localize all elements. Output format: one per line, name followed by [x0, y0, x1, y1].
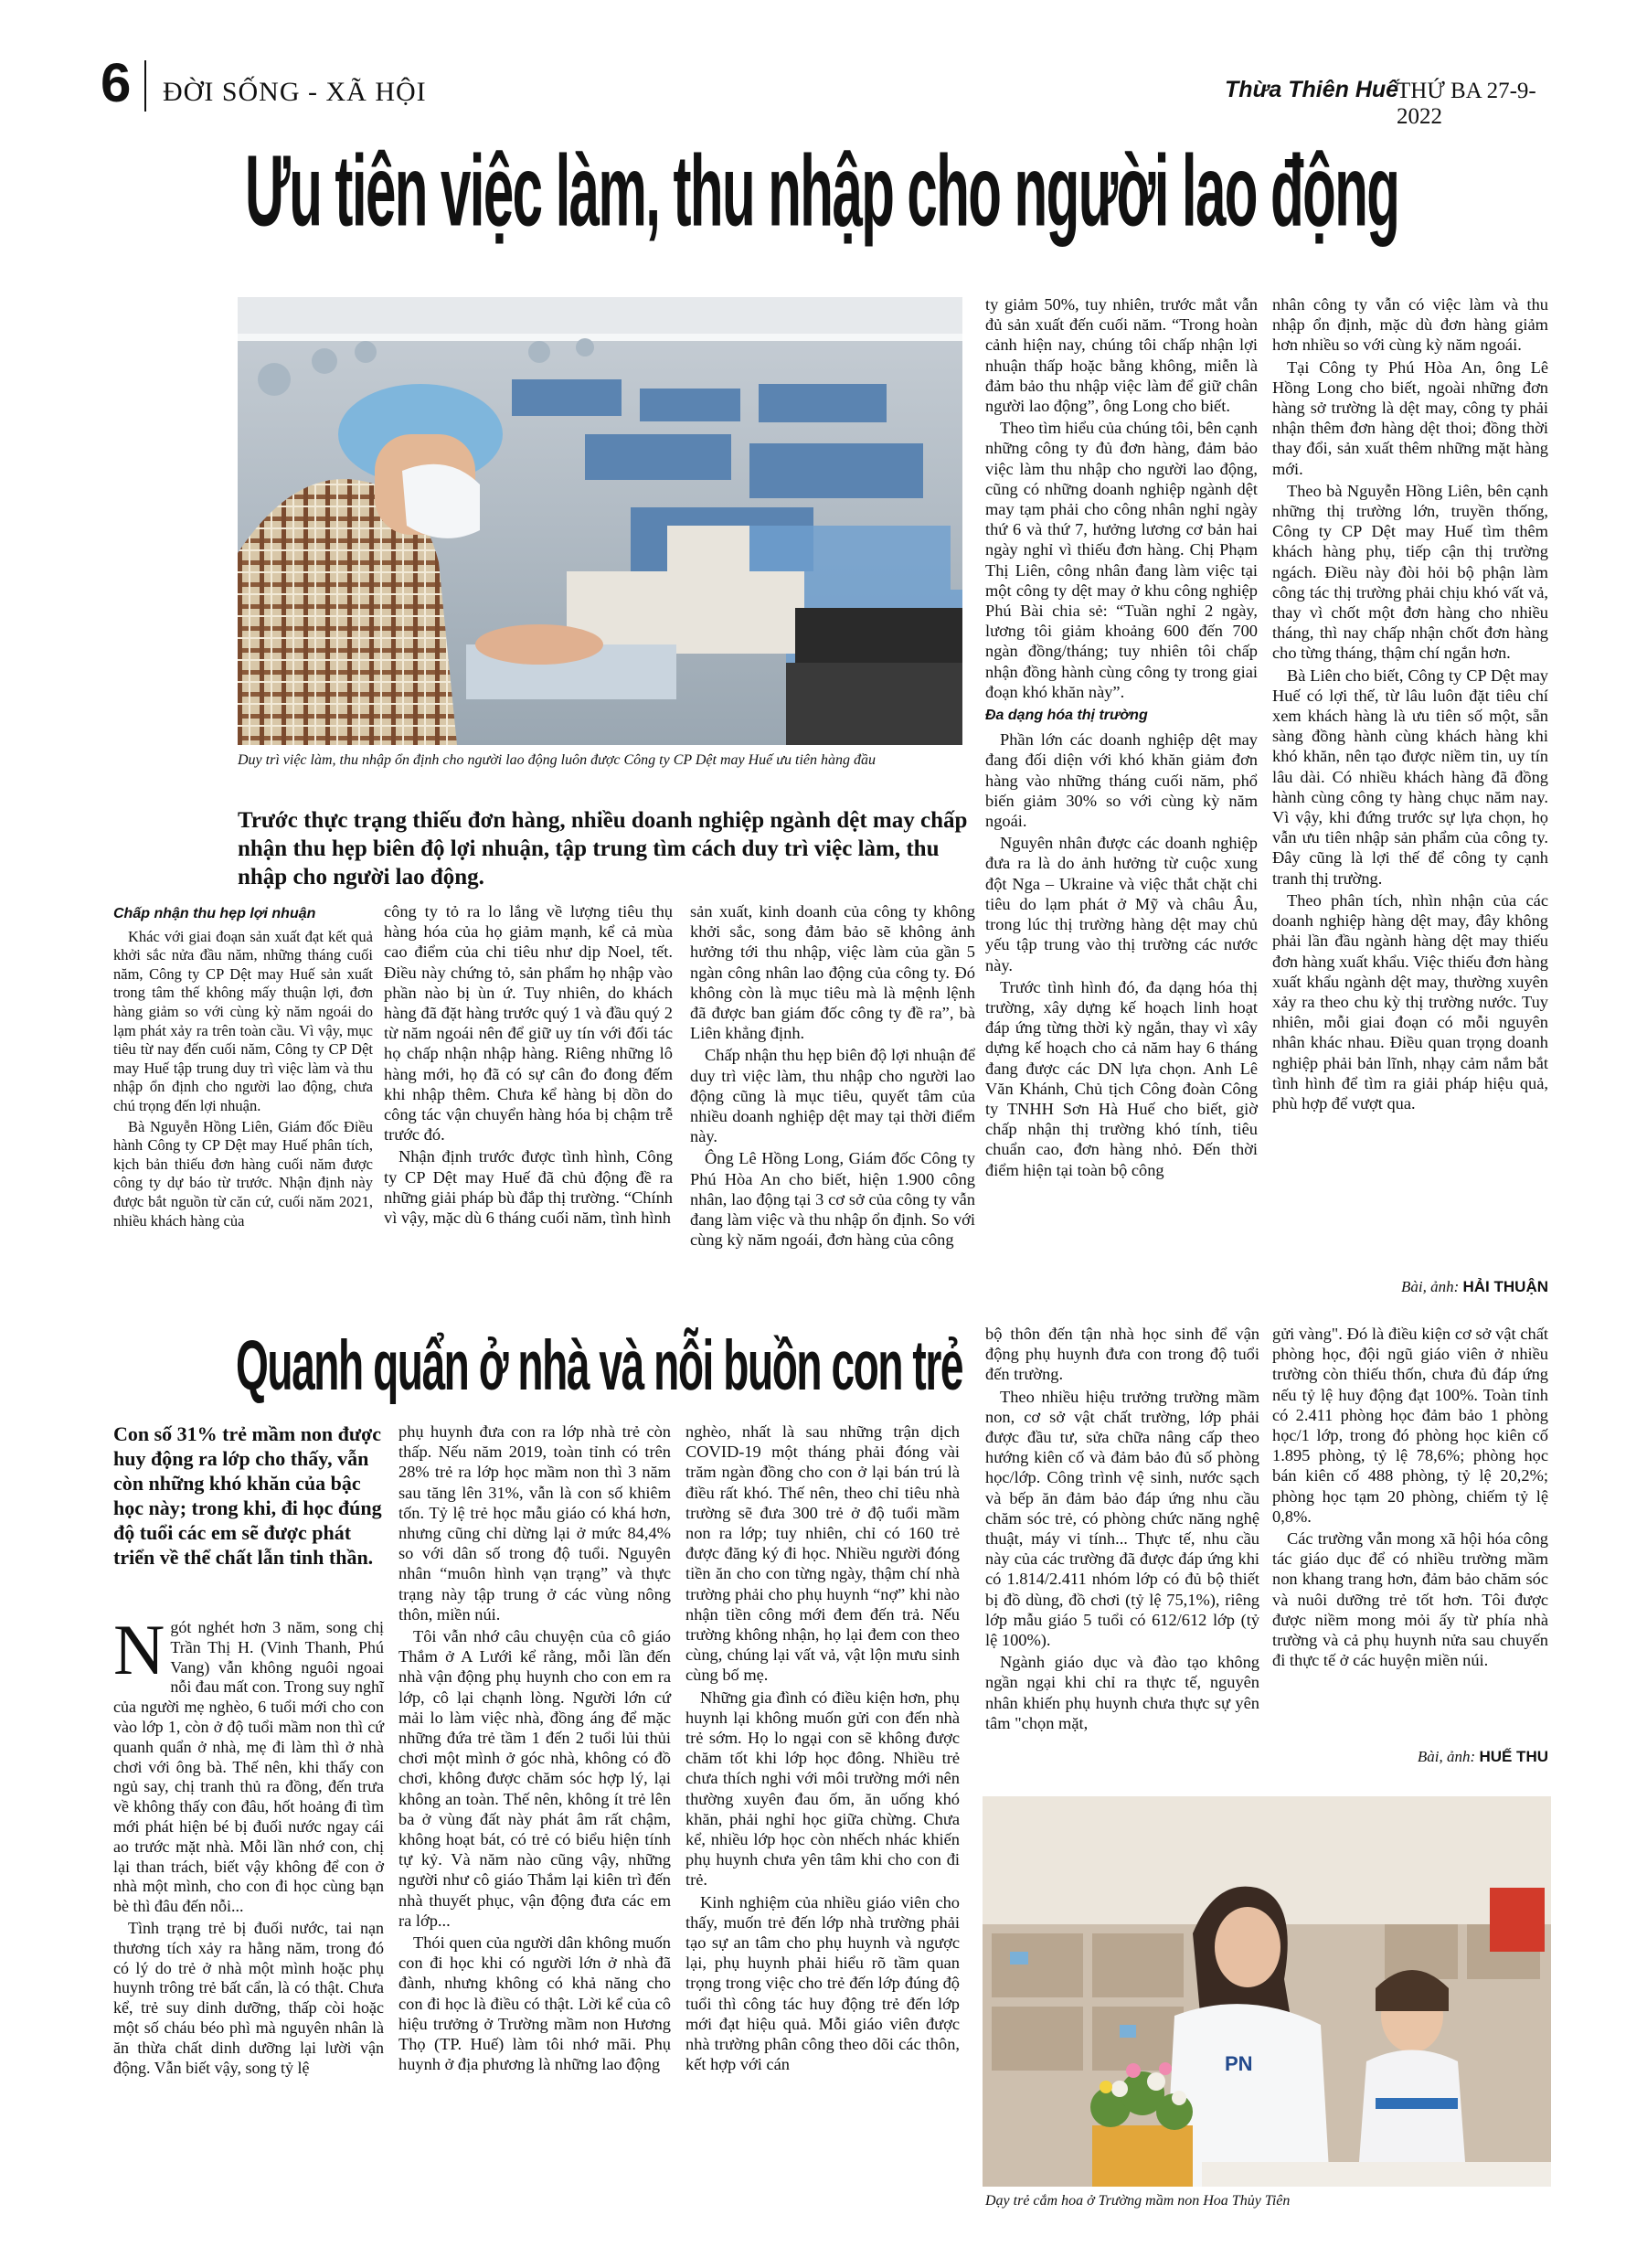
article2-column-2 [398, 1421, 671, 2077]
article2-photo [983, 1796, 1551, 2187]
paragraph: Theo nhiều hiệu trưởng trường mầm non, cơ sở vật chất trường, lớp phải được đầu tư, sửa chữa nâng cấp theo hướng kiên cố và đảm bảo đủ số phòng học/lớp. Công trình vệ sinh, nước sạch và bếp ăn đảm bảo đáp ứng nhu cầu chăm sóc trẻ, có phòng chức năng nghệ thuật, máy vi tính... Thực tế, nhu cầu này của các trường đã được đáp ứng khi có 1.814/2.411 nhóm lớp có đủ bộ thiết bị đồ dùng, đồ chơi (tỷ lệ 75,1%), riêng lớp mẫu giáo 5 tuổi có 612/612 lớp (tỷ lệ 100%). [985, 1387, 1259, 1650]
article1-photo [238, 297, 962, 745]
paragraph: phụ huynh đưa con ra lớp nhà trẻ còn thấp. Nếu năm 2019, toàn tỉnh có trên 28% trẻ ra lớp học mầm non thì 3 năm sau tăng lên 31%, vẫn là con số khiêm tốn. Tỷ lệ trẻ học mẫu giáo có khá hơn, nhưng cũng chỉ dừng lại ở mức 84,4% so với dân số trong độ tuổi. Nguyên nhân “muôn hình vạn trạng” và thực trạng này tập trung ở các vùng nông thôn, miền núi. [398, 1422, 671, 1624]
drop-cap: N [113, 1610, 165, 1689]
article1-column-1 [113, 901, 373, 1232]
paragraph: bộ thôn đến tận nhà học sinh để vận động phụ huynh đưa con trong độ tuổi đến trường. [985, 1325, 1259, 1384]
paragraph: Ngành giáo dục và đào tạo không ngần ngại khi chỉ ra thực tế, nguyên nhân khiến phụ huynh chưa thực sự yên tâm "chọn mặt, [985, 1653, 1259, 1732]
paragraph: gửi vàng". Đó là điều kiện cơ sở vật chất phòng học, đội ngũ giáo viên ở nhiều trường còn thiếu thốn, chưa đủ đáp ứng nếu tỷ lệ huy động đạt 100%. Toàn tỉnh có 2.411 phòng học đảm bảo 1 phòng học/1 lớp, trong đó phòng học kiên cố 1.895 phòng, tỷ lệ 78,6%; phòng học bán kiên cố 488 phòng, tỷ lệ 20,2%; phòng học tạm 20 phòng, chiếm tỷ lệ 0,8%. [1272, 1325, 1548, 1526]
paper-name: Thừa Thiên Huế [1225, 77, 1399, 102]
byline-author: HUẾ THU [1479, 1748, 1548, 1765]
paragraph [113, 1610, 384, 1917]
paragraph: Nguyên nhân được các doanh nghiệp đưa ra là do ảnh hưởng từ cuộc xung đột Nga – Ukraine và việc thắt chặt chi tiêu do lạm phát ở Mỹ và châu Âu, trong lúc thị trường hàng dệt may chủ yếu tập trung vào thị trường các nước này. [985, 834, 1258, 974]
shirt-logo: PN [1225, 2052, 1253, 2075]
page-number: 6 [101, 52, 132, 113]
article2-column-3 [685, 1421, 960, 2077]
article2-photo-caption: Dạy trẻ cắm hoa ở Trường mầm non Hoa Thủy Tiên [985, 2193, 1291, 2209]
article1-lead: Trước thực trạng thiếu đơn hàng, nhiều doanh nghiệp ngành dệt may chấp nhận thu hẹp biên độ lợi nhuận, tập trung tìm cách duy trì việc làm, thu nhập cho người lao động. [238, 808, 968, 889]
article1-column-4 [985, 294, 1258, 1182]
article1-column-2 [384, 901, 673, 1230]
paragraph: Những gia đình có điều kiện hơn, phụ huynh lại không muốn gửi con đến nhà trẻ sớm. Họ lo ngại con sẽ không được chăm tốt khi lớp học đông. Nhiều trẻ chưa thích nghi với môi trường mới nên thường xuyên đau ốm, ăn uống khó khăn, phải nghỉ học giữa chừng. Chưa kể, nhiều lớp học còn nhếch nhác khiến phụ huynh chưa yên tâm khi cho con đi trẻ. [685, 1688, 960, 1890]
preschool-flower-class-image [983, 1796, 1551, 2187]
paragraph: Tôi vẫn nhớ câu chuyện của cô giáo Thắm ở A Lưới kể rằng, mỗi lần đến nhà vận động phụ huynh cho con em ra lớp, cô lại chạnh lòng. Người lớn cứ mải lo làm việc nhà, đồng áng để mặc những đứa trẻ tầm 1 đến 2 tuổi lủi thủi chơi một mình ở góc nhà, không có đồ chơi, không được chăm sóc hợp lý, lại không an toàn. Thế nên, không ít trẻ lên ba ở vùng đất này phát âm rất chậm, không hoạt bát, có trẻ có biểu hiện tính tự kỷ. Và năm nào cũng vậy, những người như cô giáo Thắm lại kiên trì đến nhà thuyết phục, vận động đưa các em ra lớp... [398, 1627, 671, 1930]
paragraph: Trước tình hình đó, đa dạng hóa thị trường, xây dựng kế hoạch linh hoạt đáp ứng từng thời kỳ ngắn, thay vì xây dựng kế hoạch cho cả năm hay 6 tháng đang được các DN lựa chọn. Anh Lê Văn Khánh, Chủ tịch Công đoàn Công ty TNHH Sơn Hà Huế cho biết, giờ chấp nhận thị trường khó tính, tiêu chuẩn cao, đơn hàng nhỏ. Đến thời điểm hiện tại toàn bộ công [985, 977, 1258, 1179]
article2-byline [1272, 1748, 1548, 1766]
article1-byline [1272, 1278, 1548, 1296]
paragraph: nhân công ty vẫn có việc làm và thu nhập ổn định, mặc dù đơn hàng giảm hơn nhiều so với cùng kỳ năm ngoái. [1272, 295, 1548, 355]
paragraph: Chấp nhận thu hẹp biên độ lợi nhuận để duy trì việc làm, thu nhập cho người lao động cũng là mục tiêu, quyết tâm của nhiều doanh nghiệp dệt may tại thời điểm này. [690, 1046, 975, 1146]
section-title: ĐỜI SỐNG - XÃ HỘI [163, 77, 427, 107]
byline-author: HẢI THUẬN [1462, 1278, 1548, 1295]
article2-column-4 [985, 1324, 1259, 1735]
header-divider [144, 60, 146, 112]
page-header [101, 52, 1549, 129]
subhead-profit: Chấp nhận thu hẹp lợi nhuận [113, 906, 316, 921]
article1-photo-caption: Duy trì việc làm, thu nhập ổn định cho người lao động luôn được Công ty CP Dệt may Huế ưu tiên hàng đầu [238, 752, 876, 768]
paragraph: Ông Lê Hồng Long, Giám đốc Công ty Phú Hòa An cho biết, hiện 1.900 công nhân, lao động tại 3 cơ sở của công ty vẫn đang làm việc và thu nhập ổn định. So với cùng kỳ năm ngoái, đơn hàng của công [690, 1149, 975, 1250]
byline-label: Bài, ảnh: [1417, 1748, 1476, 1765]
paragraph: công ty tỏ ra lo lắng về lượng tiêu thụ hàng hóa của họ giảm mạnh, kể cả mùa cao điểm của chi tiêu như dịp Noel, tết. Điều này chứng tỏ, sản phẩm họ nhập vào phần nào bị ùn ứ. Tuy nhiên, do khách hàng đã đặt hàng trước quý 1 và đầu quý 2 từ năm ngoái nên để giữ uy tín với đối tác họ chấp nhận nhập hàng. Riêng những lô hàng mới, họ đã có sự cân đo đong đếm khi nhập thêm. Chưa kể hàng bị dồn do công tác vận chuyển hàng hóa bị chậm trễ trước đó. [384, 902, 673, 1145]
article1-column-5 [1272, 294, 1548, 1115]
paragraph: Các trường vẫn mong xã hội hóa công tác giáo dục để có nhiều trường mầm non khang trang hơn, đảm bảo chăm sóc và nuôi dưỡng trẻ tốt hơn. Tôi được được niềm mong mỏi ấy từ phía nhà trường và cả phụ huynh nửa sau chuyến đi thực tế ở các huyện miền núi. [1272, 1529, 1548, 1670]
paragraph: Khác với giai đoạn sản xuất đạt kết quả khởi sắc nửa đầu năm, những tháng cuối năm, Công ty CP Dệt may Huế sản xuất trong tâm thế không mấy thuận lợi, đơn hàng giảm so với cùng kỳ năm ngoái do lạm phát xảy ra trên toàn cầu. Vì vậy, mục tiêu từ nay đến cuối năm, Công ty CP Dệt may Huế tập trung duy trì việc làm và thu nhập ổn định cho người lao động, chưa chú trọng đến lợi nhuận. [113, 927, 373, 1114]
article2-lead: Con số 31% trẻ mầm non được huy động ra lớp cho thấy, vẫn còn những khó khăn của bậc học này; trong khi, đi học đúng độ tuổi các em sẽ được phát triển về thể chất lẫn tinh thần. [113, 1422, 382, 1569]
article1-headline: Ưu tiên việc làm, thu nhập cho người lao động [245, 134, 1399, 249]
byline-label: Bài, ảnh: [1400, 1278, 1460, 1295]
paragraph: Tình trạng trẻ bị đuối nước, tai nạn thương tích xảy ra hằng năm, trong đó có lý do trẻ ở nhà một mình hoặc phụ huynh trông trẻ bất cẩn, là có thật. Chưa kể, trẻ suy dinh dưỡng, thấp còi hoặc một số cháu béo phì mà nguyên nhân là ăn thừa chất dinh dưỡng lại lười vận động. Vẫn biết vậy, song tỷ lệ [113, 1918, 384, 2077]
paragraph: Theo bà Nguyễn Hồng Liên, bên cạnh những thị trường lớn, truyền thống, Công ty CP Dệt may Huế tìm thêm khách hàng phụ, tiếp cận thị trường ngách. Điều này đòi hỏi bộ phận làm công tác thị trường phải chịu khó vất vả, thay vì chốt một đơn hàng cho nhiều tháng, thì nay chấp nhận chốt đơn hàng cho từng tháng, thậm chí ngắn hơn. [1272, 481, 1548, 663]
paragraph: Theo tìm hiểu của chúng tôi, bên cạnh những công ty đủ đơn hàng, đảm bảo việc làm thu nhập cho người lao động, cũng có những doanh nghiệp ngành dệt may tạm phải cho công nhân nghỉ ngày thứ 6 và thứ 7, hưởng lương cơ bản hai ngày nghỉ vì thiếu đơn hàng. Chị Phạm Thị Liên, công nhân đang làm việc tại một công ty dệt may ở khu công nghiệp Phú Bài chia sẻ: “Tuần nghỉ 2 ngày, lương tôi giảm khoảng 600 đến 700 ngàn đồng/tháng; tuy nhiên tôi chấp nhận đồng hành cùng công ty trong giai đoạn khó khăn này”. [985, 419, 1258, 701]
paragraph: Nhận định trước được tình hình, Công ty CP Dệt may Huế đã chủ động đề ra những giải pháp bù đắp thị trường. “Chính vì vậy, mặc dù 6 tháng cuối năm, tình hình [384, 1147, 673, 1228]
subhead-diversify: Đa dạng hóa thị trường [985, 708, 1148, 724]
garment-factory-image [238, 297, 962, 745]
issue-date: THỨ BA 27-9-2022 [1397, 79, 1536, 129]
article2-column-1 [113, 1610, 384, 2080]
paragraph: Bà Nguyễn Hồng Liên, Giám đốc Điều hành Công ty CP Dệt may Huế phân tích, kịch bản thiếu đơn hàng cuối năm được công ty dự báo từ trước. Nhận định này được bắt nguồn từ căn cứ, cuối năm 2021, nhiều khách hàng của [113, 1117, 373, 1230]
paragraph: Phần lớn các doanh nghiệp dệt may đang đối diện với khó khăn giảm đơn hàng vào những tháng cuối năm, phổ biến giảm 30% so với cùng kỳ năm ngoái. [985, 730, 1258, 831]
paragraph: nghèo, nhất là sau những trận dịch COVID-19 một tháng phải đóng vài trăm ngàn đồng cho con ở lại bán trú là điều rất khó. Thế nên, theo chỉ tiêu nhà trường sẽ đưa 300 trẻ ở độ tuổi mầm non ra lớp; tuy nhiên, chỉ có 160 trẻ được đăng ký đi học. Nhiều người đóng tiền ăn cho con từng ngày, thậm chí nhà trường phải cho phụ huynh “nợ” khi nào nhận tiền công mới đem đến trả. Nếu trường không nhận, họ lại đem con theo cùng, chúng lại vất vả, vật lộn mưu sinh cùng bố mẹ. [685, 1422, 960, 1685]
paragraph: Kinh nghiệm của nhiều giáo viên cho thấy, muốn trẻ đến lớp nhà trường phải tạo sự an tâm cho phụ huynh và ngược lại, phụ huynh phải hiểu rõ tầm quan trọng trong việc cho trẻ đến lớp đúng độ tuổi thì công tác huy động trẻ đến lớp mới đạt hiệu quả. Mỗi giáo viên được nhà trường phân công theo dõi các thôn, kết hợp với cán [685, 1892, 960, 2074]
paragraph: Bà Liên cho biết, Công ty CP Dệt may Huế có lợi thế, từ lâu luôn đặt tiêu chí xem khách hàng là ưu tiên số một, sẵn sàng đồng hành cùng khách hàng khi khó khăn, nên tạo được niềm tin, uy tín lâu dài. Có nhiều khách hàng đã đồng hành cùng công ty hàng chục năm nay. Vì vậy, khi đứng trước sự lựa chọn, họ vẫn ưu tiên nhập sản phẩm của công ty. Đây cũng là lợi thế để công ty cạnh tranh thị trường. [1272, 665, 1548, 888]
paragraph: Theo phân tích, nhìn nhận của các doanh nghiệp hàng dệt may, đây không phải lần đầu ngành hàng dệt may thiếu đơn hàng xuất khẩu. Việc thiếu đơn hàng xuất khẩu ngành dệt may, thường xuyên xảy ra theo chu kỳ thị trường nước. Tuy nhiên, mỗi giai đoạn có mỗi nguyên nhân khác nhau. Điều quan trọng doanh nghiệp phải bản lĩnh, nhạy cảm nắm bắt tình hình để tìm ra giải pháp hiệu quả, phù hợp để vượt qua. [1272, 890, 1548, 1113]
paragraph: sản xuất, kinh doanh của công ty không khởi sắc, song đảm bảo sẽ không ảnh hưởng tới thu nhập, việc làm của gần 5 ngàn công nhân lao động của công ty. Đó không còn là mục tiêu mà là mệnh lệnh đã được ban giám đốc công ty đề ra”, bà Liên khẳng định. [690, 902, 975, 1043]
article2-column-5 [1272, 1324, 1548, 1672]
article2-headline: Quanh quẩn ở nhà và nỗi buồn con trẻ [236, 1326, 963, 1405]
article1-column-3 [690, 901, 975, 1251]
paragraph: ty giảm 50%, tuy nhiên, trước mắt vẫn đủ sản xuất đến cuối năm. “Trong hoàn cảnh hiện nay, chúng tôi chấp nhận lợi nhuận thấp hoặc bằng không, miễn là đảm bảo thu nhập việc làm để giữ chân người lao động”, ông Long cho biết. [985, 295, 1258, 416]
paragraph-text: gót nghét hơn 3 năm, song chị Trần Thị H. (Vinh Thanh, Phú Vang) vẫn không nguôi ngoai nỗi đau mất con. Trong suy nghĩ của người mẹ nghèo, 6 tuổi mới cho con vào lớp 1, còn ở độ tuổi mầm non thì cứ quanh quẩn ở nhà, mẹ đi làm thì ở nhà chơi với ông bà. Thế nên, khi thấy con ngủ say, chị tranh thủ ra đồng, đến trưa về không thấy con đâu, hốt hoảng đi tìm mới phát hiện bé bị đuối nước ngay cái ao trước mặt nhà. Mỗi lần nhớ con, chị lại than trách, biết vậy không để con ở nhà một mình, cho con đi học cùng bạn bè thì đâu đến nỗi... [113, 1618, 384, 1916]
paragraph: Thói quen của người dân không muốn con đi học khi có người lớn ở nhà đã đành, nhưng không có khả năng cho con đi học là điều có thật. Lời kể của cô hiệu trưởng ở Trường mầm non Hương Thọ (TP. Huế) làm tôi nhớ mãi. Phụ huynh ở địa phương là những lao động [398, 1933, 671, 2074]
paragraph: Tại Công ty Phú Hòa An, ông Lê Hồng Long cho biết, ngoài những đơn hàng sở trường là dệt may, công ty phải nhận thêm đơn hàng dệt thoi; đồng thời thay đổi, sản xuất thêm những mặt hàng mới. [1272, 357, 1548, 478]
